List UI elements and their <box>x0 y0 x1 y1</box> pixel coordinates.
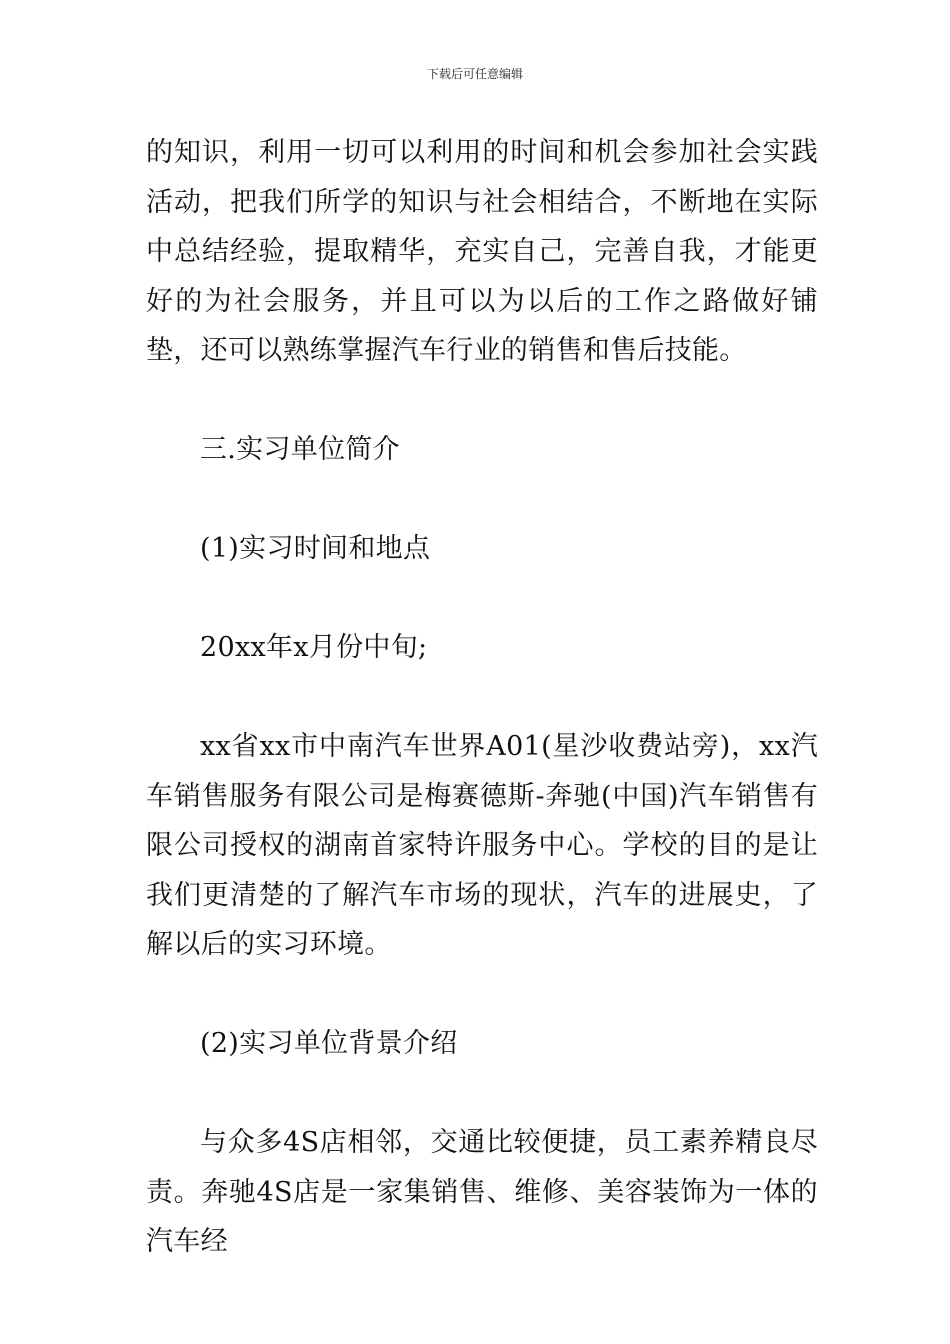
paragraph-continued: 的知识，利用一切可以利用的时间和机会参加社会实践活动，把我们所学的知识与社会相结合，不断地在实际中总结经验，提取精华，充实自己，完善自我，才能更好的为社会服务，并且可以为以后的工作之路做好铺垫，还可以熟练掌握汽车行业的销售和售后技能。 <box>146 137 818 366</box>
page-header: 下载后可任意编辑 <box>426 67 523 81</box>
paragraph-gap <box>146 970 818 1020</box>
paragraph-gap <box>146 673 818 723</box>
paragraph-gap <box>146 475 818 525</box>
document-body <box>146 128 818 1267</box>
paragraph-background: 与众多4S店相邻，交通比较便捷，员工素养精良尽责。奔驰4S店是一家集销售、维修、美容装饰为一体的汽车经 <box>146 1127 818 1257</box>
paragraph-gap <box>146 1069 818 1119</box>
paragraph-gap <box>146 574 818 624</box>
subsection-heading-background: (2)实习单位背景介绍 <box>200 1028 458 1059</box>
paragraph-date: 20xx年x月份中旬; <box>200 632 428 663</box>
paragraph-location: xx省xx市中南汽车世界A01(星沙收费站旁)，xx汽车销售服务有限公司是梅赛德斯-奔驰(中国)汽车销售有限公司授权的湖南首家特许服务中心。学校的目的是让我们更清楚的了解汽车市场的现状，汽车的进展史，了解以后的实习环境。 <box>146 731 818 960</box>
section-heading-internship-unit: 三.实习单位简介 <box>200 434 400 465</box>
subsection-heading-time-place: (1)实习时间和地点 <box>200 533 431 564</box>
paragraph-gap <box>146 376 818 426</box>
